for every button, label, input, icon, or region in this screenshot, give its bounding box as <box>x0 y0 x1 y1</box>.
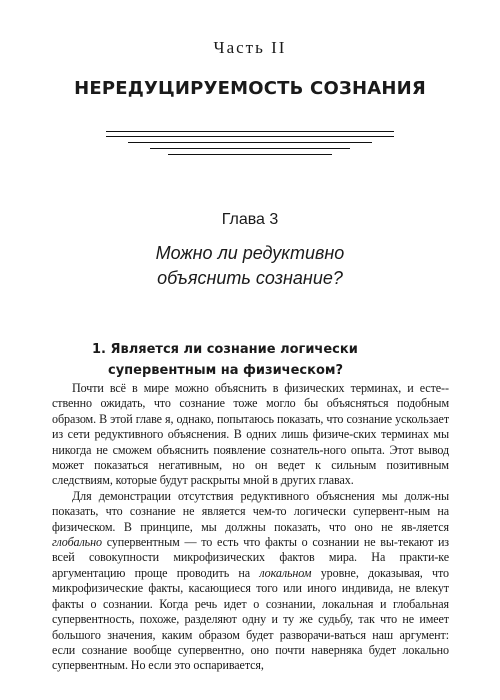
section-heading-line-1: 1. Является ли сознание логически <box>92 342 358 357</box>
paragraph-text: супервентным — то есть что факты о сознании не вы-текают из всей совокупности микрофизических фактов мира. На практи-ке аргументацию проще проводить на <box>52 535 449 580</box>
rule-2 <box>106 136 394 137</box>
body-text <box>52 381 449 674</box>
section-heading-line-2: супервентным на физическом? <box>108 363 344 378</box>
rule-5 <box>168 154 332 155</box>
rule-4 <box>150 148 350 149</box>
part-label: Часть II <box>213 38 287 57</box>
rule-3 <box>128 142 372 143</box>
chapter-title <box>0 241 500 291</box>
emphasis-text: глобально <box>52 535 102 550</box>
paragraph <box>52 489 449 674</box>
rule-1 <box>106 131 394 132</box>
chapter-title-line-1: Можно ли редуктивно <box>155 243 345 263</box>
chapter-title-line-2: объяснить сознание? <box>157 268 343 288</box>
paragraph-text: Для демонстрации отсутствия редуктивного объяснения мы долж-ны показать, что сознание не является чем-то логически супервент-ным на физическом. В принципе, мы должны показать, что оно не яв-ляется <box>52 488 449 534</box>
paragraph-text: уровне, доказывая, что микрофизические факты, касающиеся того или иного индивида, не влекут факты о сознании. Когда речь идет о сознании, локальная и глобальная супервентность, похоже, разделяют одну и ту же судьбу, так что не имеет большого значения, каким образом будет разворачи-ваться наш аргумент: если сознание вообще супервентно, оно почти наверняка будет локально супервентным. Но если это оспаривается, <box>52 565 449 673</box>
paragraph-text: Почти всё в мире можно объяснить в физических терминах, и есте-ственно ожидать, что сознание тоже могло бы объясняться подобным образом. В этой главе я, однако, попытаюсь показать, что сознание ускользает из сети редуктивного объяснения. В одних лишь физиче-ских терминах мы никогда не сможем объяснить появление сознатель-ного опыта. Этот вывод может показаться негативным, но он ведет к сильным позитивным следствиям, которые будут раскрыты мной в других главах. <box>52 381 449 488</box>
section-heading <box>92 339 432 381</box>
emphasis-text: локальном <box>259 565 312 580</box>
chapter-label: Глава 3 <box>221 211 279 228</box>
part-title: НЕРЕДУЦИРУЕМОСТЬ СОЗНАНИЯ <box>74 78 426 99</box>
paragraph <box>52 381 449 489</box>
